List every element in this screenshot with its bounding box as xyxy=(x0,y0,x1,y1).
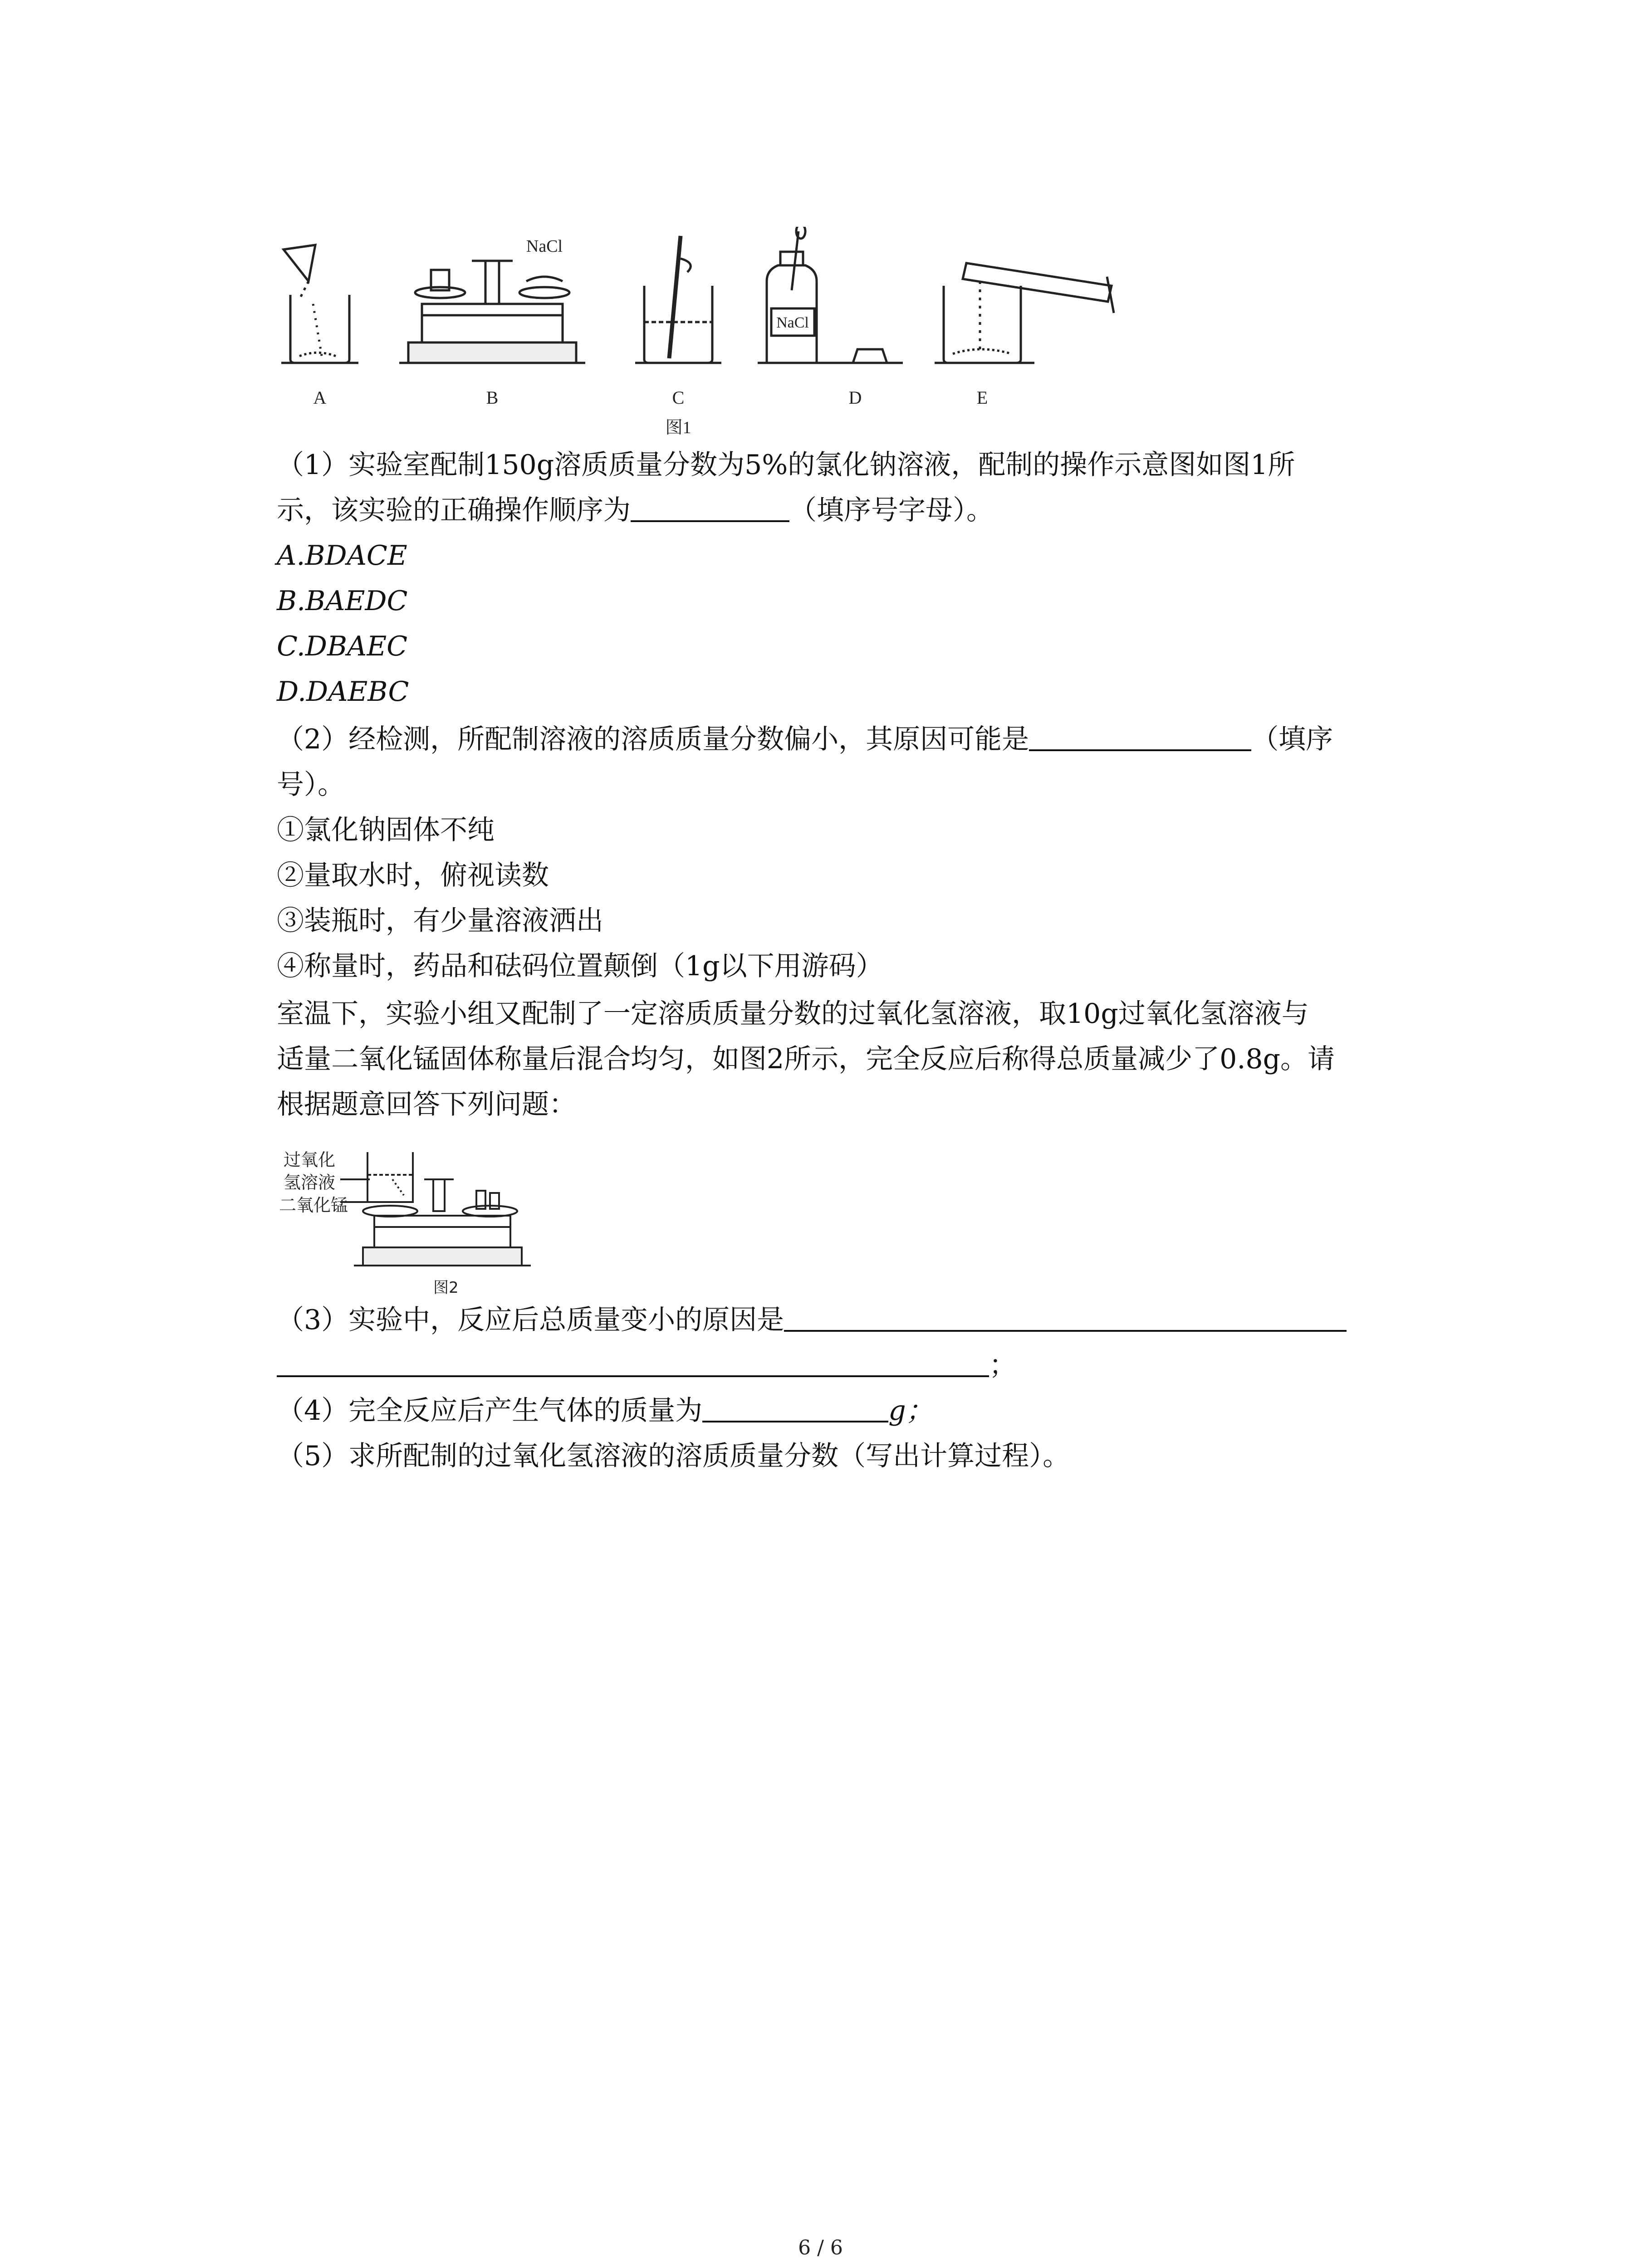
nacl-label-d: NaCl xyxy=(776,314,809,331)
q2-option-1: ①氯化钠固体不纯 xyxy=(277,814,495,846)
panel-c-beaker-rod xyxy=(635,236,721,363)
panel-label-a: A xyxy=(313,387,327,408)
q1-answer-blank[interactable] xyxy=(631,493,789,522)
nacl-label-b: NaCl xyxy=(526,237,563,256)
q4-line xyxy=(277,1393,933,1429)
figure-1-drawing xyxy=(272,227,1134,445)
intro-line-1: 室温下，实验小组又配制了一定溶质质量分数的过氧化氢溶液，取10g过氧化氢溶液与 xyxy=(277,998,1309,1030)
q4-text: （4）完全反应后产生气体的质量为 xyxy=(277,1395,703,1427)
q1-line-1: （1）实验室配制150g溶质质量分数为5%的氯化钠溶液，配制的操作示意图如图1所 xyxy=(277,449,1295,481)
figure-1 xyxy=(272,227,1134,445)
q2-line-1-tail: （填序 xyxy=(1251,723,1333,755)
fig2-label-3: 二氧化锰 xyxy=(279,1195,348,1215)
figure-2-drawing xyxy=(277,1143,531,1297)
q1-option-a: A.BDACE xyxy=(277,540,407,572)
q2-answer-blank[interactable] xyxy=(1029,722,1251,751)
page-number: 6 / 6 xyxy=(798,2236,843,2259)
q3-text: （3）实验中，反应后总质量变小的原因是 xyxy=(277,1304,784,1336)
figure-2-caption: 图2 xyxy=(433,1279,459,1297)
panel-label-e: E xyxy=(976,387,988,408)
q3-answer-blank-1[interactable] xyxy=(784,1303,1347,1332)
q2-option-4: ④称量时，药品和砝码位置颠倒（1g以下用游码） xyxy=(277,950,883,982)
intro-line-2: 适量二氧化锰固体称量后混合均匀，如图2所示，完全反应后称得总质量减少了0.8g。请 xyxy=(277,1043,1335,1075)
panel-e-cylinder-pour xyxy=(935,263,1114,363)
q3-end: ； xyxy=(989,1349,1016,1381)
q1-line-2-text: 示，该实验的正确操作顺序为 xyxy=(277,494,631,526)
fig2-label-2: 氢溶液 xyxy=(284,1173,336,1193)
panel-label-d: D xyxy=(848,387,862,408)
q2-option-3: ③装瓶时，有少量溶液洒出 xyxy=(277,905,603,937)
q1-option-d: D.DAEBC xyxy=(277,676,409,708)
q2-line-1 xyxy=(277,721,1333,758)
figure-2 xyxy=(277,1143,531,1297)
panel-b-balance xyxy=(399,261,585,363)
q1-option-c: C.DBAEC xyxy=(277,631,408,662)
q4-answer-blank[interactable] xyxy=(702,1393,888,1422)
panel-d-bottle xyxy=(758,227,903,363)
q2-option-2: ②量取水时，俯视读数 xyxy=(277,860,549,891)
q2-line-2: 号）。 xyxy=(277,769,345,801)
fig2-balance-with-beaker xyxy=(340,1152,531,1266)
panel-label-b: B xyxy=(486,387,499,408)
fig2-label-1: 过氧化 xyxy=(284,1150,336,1170)
intro-line-3: 根据题意回答下列问题： xyxy=(277,1089,576,1120)
panel-a-beaker-paper xyxy=(281,245,358,363)
q5-line: （5）求所配制的过氧化氢溶液的溶质质量分数（写出计算过程）。 xyxy=(277,1440,1070,1472)
q1-line-2-tail: （填序号字母）。 xyxy=(789,494,994,526)
q3-line-2 xyxy=(277,1347,1016,1383)
q2-line-1-text: （2）经检测，所配制溶液的溶质质量分数偏小，其原因可能是 xyxy=(277,723,1029,755)
q1-option-b: B.BAEDC xyxy=(277,585,408,617)
q4-unit: g； xyxy=(888,1395,933,1427)
q3-line-1 xyxy=(277,1302,1347,1338)
q3-answer-blank-2[interactable] xyxy=(277,1348,989,1377)
panel-label-c: C xyxy=(672,387,685,408)
q1-line-2 xyxy=(277,492,994,528)
figure-1-caption: 图1 xyxy=(665,418,691,437)
